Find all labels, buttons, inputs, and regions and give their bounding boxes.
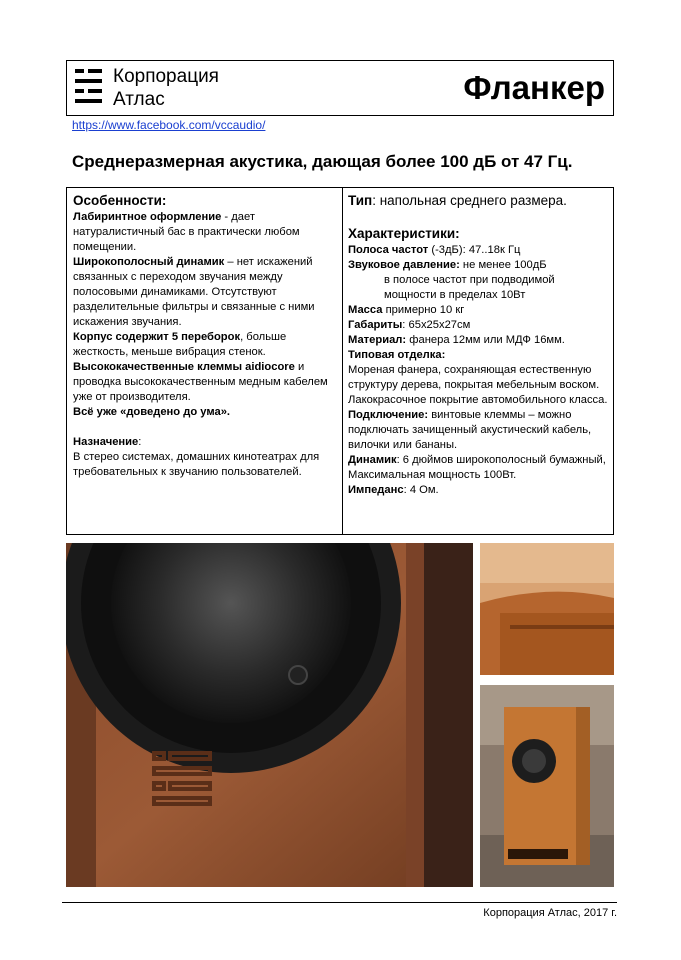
spec-finish-text: Лакокрасочное покрытие автомобильного класса.: [348, 394, 608, 406]
features-column: [73, 193, 335, 480]
purpose-heading: Назначение:: [73, 436, 142, 448]
info-table: [66, 187, 614, 535]
specs-heading: Характеристики:: [348, 226, 460, 241]
brand-name: Корпорация Атлас: [113, 66, 219, 110]
atlas-logo-icon: [75, 65, 103, 111]
spec-frequency: Полоса частот (-3дБ): 47..18к Гц: [348, 244, 521, 256]
spec-finish-label: Типовая отделка:: [348, 349, 446, 361]
column-divider: [342, 188, 343, 534]
feature-item: Широкополосный динамик – нет искажений связанных с переходом звучания между полосовыми динамиками. Отсутствуют разделительные фильтры и связанные с ними искажения звучания.: [73, 256, 315, 328]
feature-item: Высококачественные клеммы aidiocore и проводка высококачественным медным кабелем уже от производителя.: [73, 361, 328, 403]
speaker-closeup-photo: [66, 543, 473, 887]
type-line: Тип: напольная среднего размера.: [348, 193, 567, 208]
spec-driver: Динамик: 6 дюймов широкополосный бумажный, Максимальная мощность 100Вт.: [348, 454, 606, 481]
spec-finish-text: Мореная фанера, сохраняющая естественную структуру дерева, покрытая мебельным воском.: [348, 364, 600, 391]
spec-spl-cont: в полосе частот при подводимой: [384, 274, 555, 286]
footer-rule: [62, 902, 617, 903]
feature-item: Лабиринтное оформление - дает натуралистичный бас в практически любом помещении.: [73, 211, 300, 253]
spec-dimensions: Габариты: 65х25х27см: [348, 319, 471, 331]
spec-material: Материал: фанера 12мм или МДФ 16мм.: [348, 334, 565, 346]
tagline: Среднеразмерная акустика, дающая более 100 дБ от 47 Гц.: [72, 152, 573, 171]
purpose-text: В стерео системах, домашних кинотеатрах для требовательных к звучанию пользователей.: [73, 451, 320, 478]
spec-mass: Масса примерно 10 кг: [348, 304, 465, 316]
features-heading: Особенности:: [73, 193, 167, 208]
spec-connection: Подключение: винтовые клеммы – можно подключать зачищенный акустический кабель, вилочки или бананы.: [348, 409, 592, 451]
product-title: Фланкер: [463, 69, 605, 106]
feature-item: Всё уже «доведено до ума».: [73, 406, 231, 418]
footer-text: Корпорация Атлас, 2017 г.: [483, 907, 617, 919]
full-speaker-photo: [480, 685, 614, 887]
feature-item: Корпус содержит 5 переборок, больше жесткость, меньше вибрация стенок.: [73, 331, 287, 358]
specs-column: [348, 193, 610, 498]
header-box: [66, 60, 614, 116]
spec-impedance: Импеданс: 4 Ом.: [348, 484, 439, 496]
corner-detail-photo: [480, 543, 614, 675]
spec-spl-cont: мощности в пределах 10Вт: [384, 289, 526, 301]
spec-spl: Звуковое давление: не менее 100дБ: [348, 259, 547, 271]
facebook-link[interactable]: https://www.facebook.com/vccaudio/: [72, 118, 266, 132]
